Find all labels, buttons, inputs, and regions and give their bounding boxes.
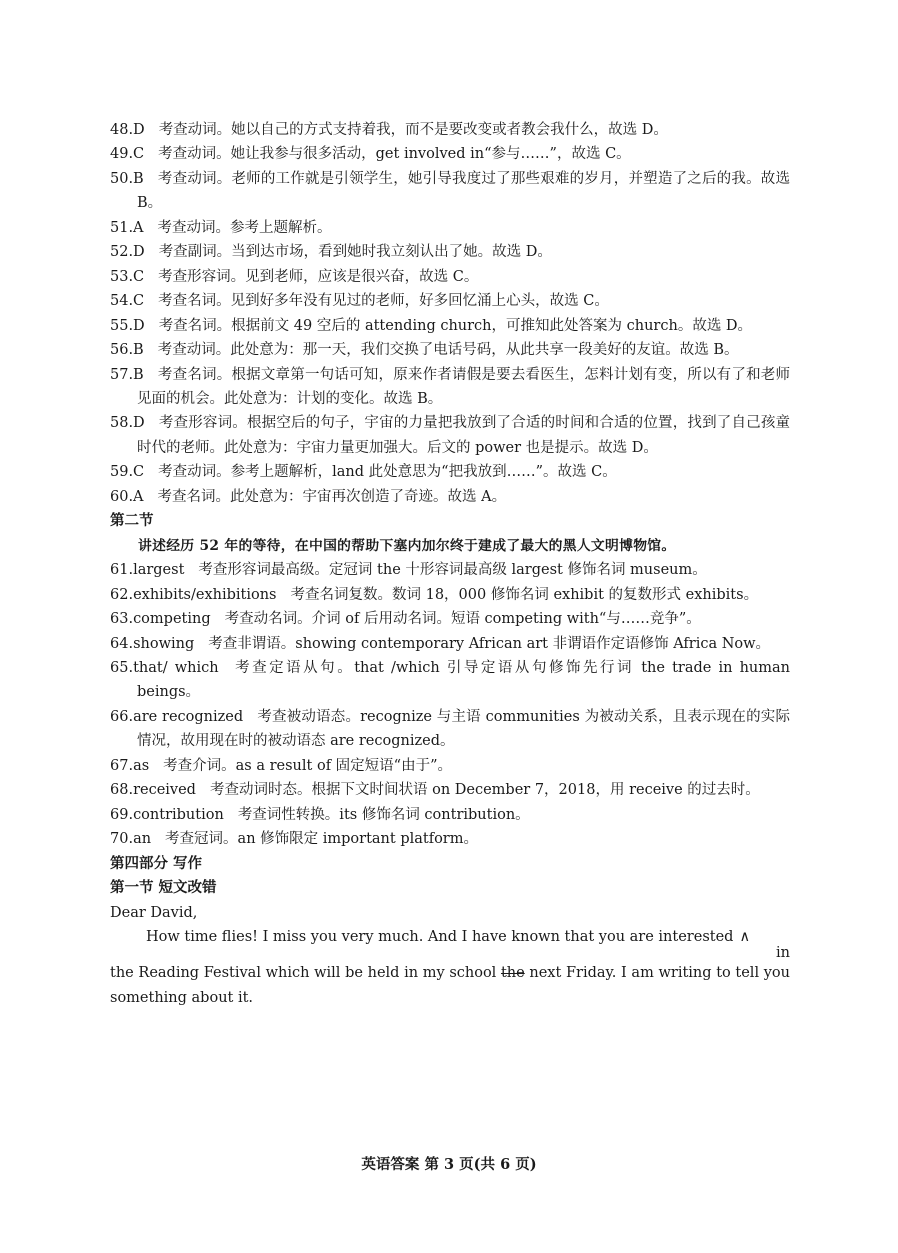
answer-item — [110, 705, 790, 754]
answer-item — [110, 338, 790, 362]
explanation: 考查词性转换。its 修饰名词 contribution。 — [237, 806, 530, 823]
answer-item — [110, 803, 790, 827]
letter-text: next Friday. I am writing to tell you something about it. — [110, 965, 790, 1006]
explanation: 考查形容词。根据空后的句子，宇宙的力量把我放到了合适的时间和合适的位置，找到了自己孩童时代的老师。此处意为：宇宙力量更加强大。后文的 power 也是提示。故选 D。 — [137, 415, 790, 456]
question-number: 70. — [110, 831, 134, 848]
answer-key: an — [133, 831, 152, 848]
explanation: 考查动词。她让我参与很多活动，get involved in“参与……”，故选 C。 — [158, 146, 631, 163]
answer-item — [110, 632, 790, 656]
answer-item — [110, 656, 790, 705]
explanation: 考查被动语态。recognize 与主语 communities 为被动关系，且表示现在的实际情况，故用现在时的被动语态 are recognized。 — [137, 708, 790, 750]
question-number: 61. — [110, 562, 134, 579]
question-number: 48.D — [110, 122, 145, 138]
answer-item — [110, 778, 790, 802]
explanation: 考查动词。老师的工作就是引领学生，她引导我度过了那些艰难的岁月，并塑造了之后的我。故选 B。 — [137, 170, 790, 212]
answer-key: showing — [133, 635, 195, 652]
answer-document — [110, 118, 790, 1010]
letter-text: the Reading Festival which will be held in my school — [110, 965, 501, 982]
explanation: 考查动词。她以自己的方式支持着我，而不是要改变或者教会我什么，故选 D。 — [158, 122, 668, 138]
grammar-fill-answers — [110, 558, 790, 851]
salutation: Dear David, — [110, 904, 198, 921]
answer-key: as — [133, 757, 150, 774]
question-number: 59.C — [110, 464, 145, 481]
letter-line — [110, 925, 790, 949]
question-number: 53.C — [110, 268, 145, 285]
page-footer: 英语答案 第 3 页(共 6 页) — [361, 1156, 537, 1173]
answer-key: competing — [133, 611, 211, 628]
explanation: 考查介词。as a result of 固定短语“由于”。 — [163, 757, 453, 774]
answer-key: exhibits/exhibitions — [133, 586, 277, 603]
answer-item — [110, 265, 790, 289]
section-title: 第二节 — [110, 512, 154, 530]
explanation: 考查动名词。介词 of 后用动名词。短语 competing with“与……竞争”。 — [224, 611, 701, 628]
answer-item — [110, 314, 790, 338]
answer-item — [110, 485, 790, 509]
answer-item — [110, 607, 790, 631]
answer-key: largest — [133, 562, 185, 579]
question-number: 66. — [110, 708, 134, 725]
answer-item — [110, 827, 790, 851]
question-number: 64. — [110, 635, 134, 652]
question-number: 57.B — [110, 366, 144, 383]
answer-item — [110, 167, 790, 216]
question-number: 58.D — [110, 415, 145, 432]
answer-item — [110, 216, 790, 240]
answer-item — [110, 411, 790, 460]
answer-item — [110, 363, 790, 412]
explanation: 考查形容词。见到老师，应该是很兴奋，故选 C。 — [158, 268, 479, 285]
question-number: 68. — [110, 782, 134, 799]
deleted-word: the — [500, 965, 525, 982]
answer-key: that/ which — [133, 659, 219, 676]
question-number: 69. — [110, 806, 134, 823]
answer-item — [110, 558, 790, 582]
letter-text: How time flies! I miss you very much. And I have known that you are interested — [146, 928, 734, 945]
explanation: 考查名词。根据文章第一句话可知，原来作者请假是要去看医生，怎料计划有变，所以有了和老师见面的机会。此处意为：计划的变化。故选 B。 — [137, 366, 790, 407]
explanation: 考查非谓语。showing contemporary African art 非谓语作定语修饰 Africa Now。 — [208, 635, 771, 652]
cloze-answers — [110, 118, 790, 509]
passage-summary: 讲述经历 52 年的等待，在中国的帮助下塞内加尔终于建成了最大的黑人文明博物馆。 — [138, 537, 676, 554]
explanation: 考查动词。参考上题解析，land 此处意思为“把我放到……”。故选 C。 — [158, 464, 617, 481]
answer-key: are recognized — [133, 708, 244, 725]
answer-key: contribution — [133, 806, 224, 823]
explanation: 考查形容词最高级。定冠词 the 十形容词最高级 largest 修饰名词 museum。 — [198, 562, 707, 579]
insertion-caret: ∧ — [739, 928, 751, 945]
explanation: 考查动词。此处意为：那一天，我们交换了电话号码，从此共享一段美好的友谊。故选 B。 — [157, 342, 739, 359]
question-number: 65. — [110, 659, 134, 676]
answer-item — [110, 289, 790, 313]
question-number: 49.C — [110, 146, 145, 163]
question-number: 62. — [110, 586, 134, 603]
answer-item — [110, 754, 790, 778]
explanation: 考查名词。根据前文 49 空后的 attending church，可推知此处答案为 church。故选 D。 — [158, 317, 753, 334]
question-number: 56.B — [110, 342, 144, 359]
question-number: 50.B — [110, 170, 144, 187]
explanation: 考查名词。此处意为：宇宙再次创造了奇迹。故选 A。 — [157, 488, 507, 505]
explanation: 考查动词时态。根据下文时间状语 on December 7，2018，用 receive 的过去时。 — [209, 782, 760, 799]
letter-line — [110, 961, 790, 1010]
question-number: 51.A — [110, 219, 144, 236]
question-number: 67. — [110, 757, 134, 774]
question-number: 60.A — [110, 488, 144, 505]
answer-item — [110, 142, 790, 166]
question-number: 55.D — [110, 317, 145, 334]
question-number: 63. — [110, 611, 134, 628]
answer-item — [110, 118, 790, 142]
answer-key: received — [133, 782, 196, 799]
question-number: 52.D — [110, 244, 145, 261]
answer-item — [110, 583, 790, 607]
answer-item — [110, 460, 790, 484]
explanation: 考查名词。见到好多年没有见过的老师，好多回忆涌上心头，故选 C。 — [158, 293, 609, 310]
explanation: 考查定语从句。that /which 引导定语从句修饰先行词 the trade in human beings。 — [137, 659, 790, 701]
part-title: 第四部分 写作 — [110, 854, 203, 872]
explanation: 考查副词。当到达市场，看到她时我立刻认出了她。故选 D。 — [158, 244, 552, 261]
section-title: 第一节 短文改错 — [110, 879, 217, 897]
explanation: 考查名词复数。数词 18，000 修饰名词 exhibit 的复数形式 exhibits。 — [290, 586, 759, 603]
inserted-word: in — [776, 945, 790, 962]
answer-item — [110, 240, 790, 264]
question-number: 54.C — [110, 293, 145, 310]
explanation: 考查动词。参考上题解析。 — [157, 219, 332, 236]
explanation: 考查冠词。an 修饰限定 important platform。 — [165, 831, 478, 848]
